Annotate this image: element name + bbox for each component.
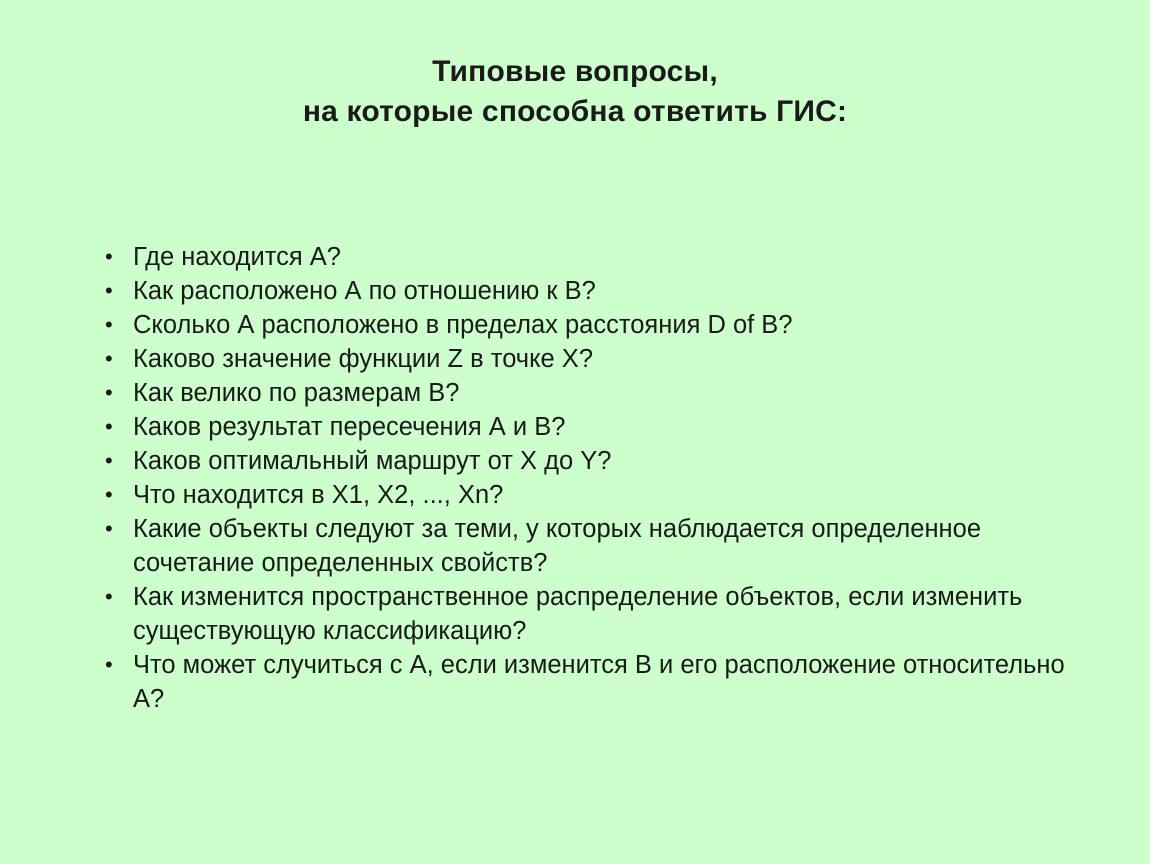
bullet-icon: • (105, 414, 113, 439)
bullet-icon: • (105, 380, 113, 405)
title-line-1: Типовые вопросы, (432, 55, 718, 88)
question-list (103, 240, 1093, 716)
question-text: Каков оптимальный маршрут от Х до Y? (133, 447, 612, 475)
list-item (103, 444, 1093, 478)
bullet-icon: • (105, 448, 113, 473)
bullet-icon: • (105, 278, 113, 303)
list-item (103, 342, 1093, 376)
question-text: Каков результат пересечения А и В? (133, 413, 566, 441)
question-text: Как расположено А по отношению к В? (133, 277, 596, 305)
list-item (103, 240, 1093, 274)
list-item (103, 308, 1093, 342)
bullet-icon: • (105, 516, 113, 541)
list-item (103, 274, 1093, 308)
bullet-icon: • (105, 346, 113, 371)
question-text: Что находится в Х1, Х2, ..., Хn? (133, 481, 504, 509)
bullet-icon: • (105, 652, 113, 677)
bullet-icon: • (105, 312, 113, 337)
question-text: Как изменится пространственное распределение объектов, если изменить существующую классификацию? (133, 583, 1023, 645)
question-text: Где находится А? (133, 243, 341, 271)
question-text: Каково значение функции Z в точке Х? (133, 345, 593, 373)
question-text: Какие объекты следуют за теми, у которых наблюдается определенное сочетание определенных свойств? (133, 515, 981, 577)
list-item (103, 512, 1093, 580)
list-item (103, 580, 1093, 648)
list-item (103, 376, 1093, 410)
bullet-icon: • (105, 244, 113, 269)
slide-title (0, 52, 1150, 132)
question-text: Сколько А расположено в пределах расстояния D of В? (133, 311, 793, 339)
list-item (103, 410, 1093, 444)
question-text: Что может случиться с А, если изменится В и его расположение относительно А? (133, 651, 1065, 713)
list-item (103, 478, 1093, 512)
title-line-2: на которые способна ответить ГИС: (302, 95, 848, 128)
bullet-icon: • (105, 482, 113, 507)
bullet-icon: • (105, 584, 113, 609)
list-item (103, 648, 1093, 716)
question-text: Как велико по размерам В? (133, 379, 460, 407)
